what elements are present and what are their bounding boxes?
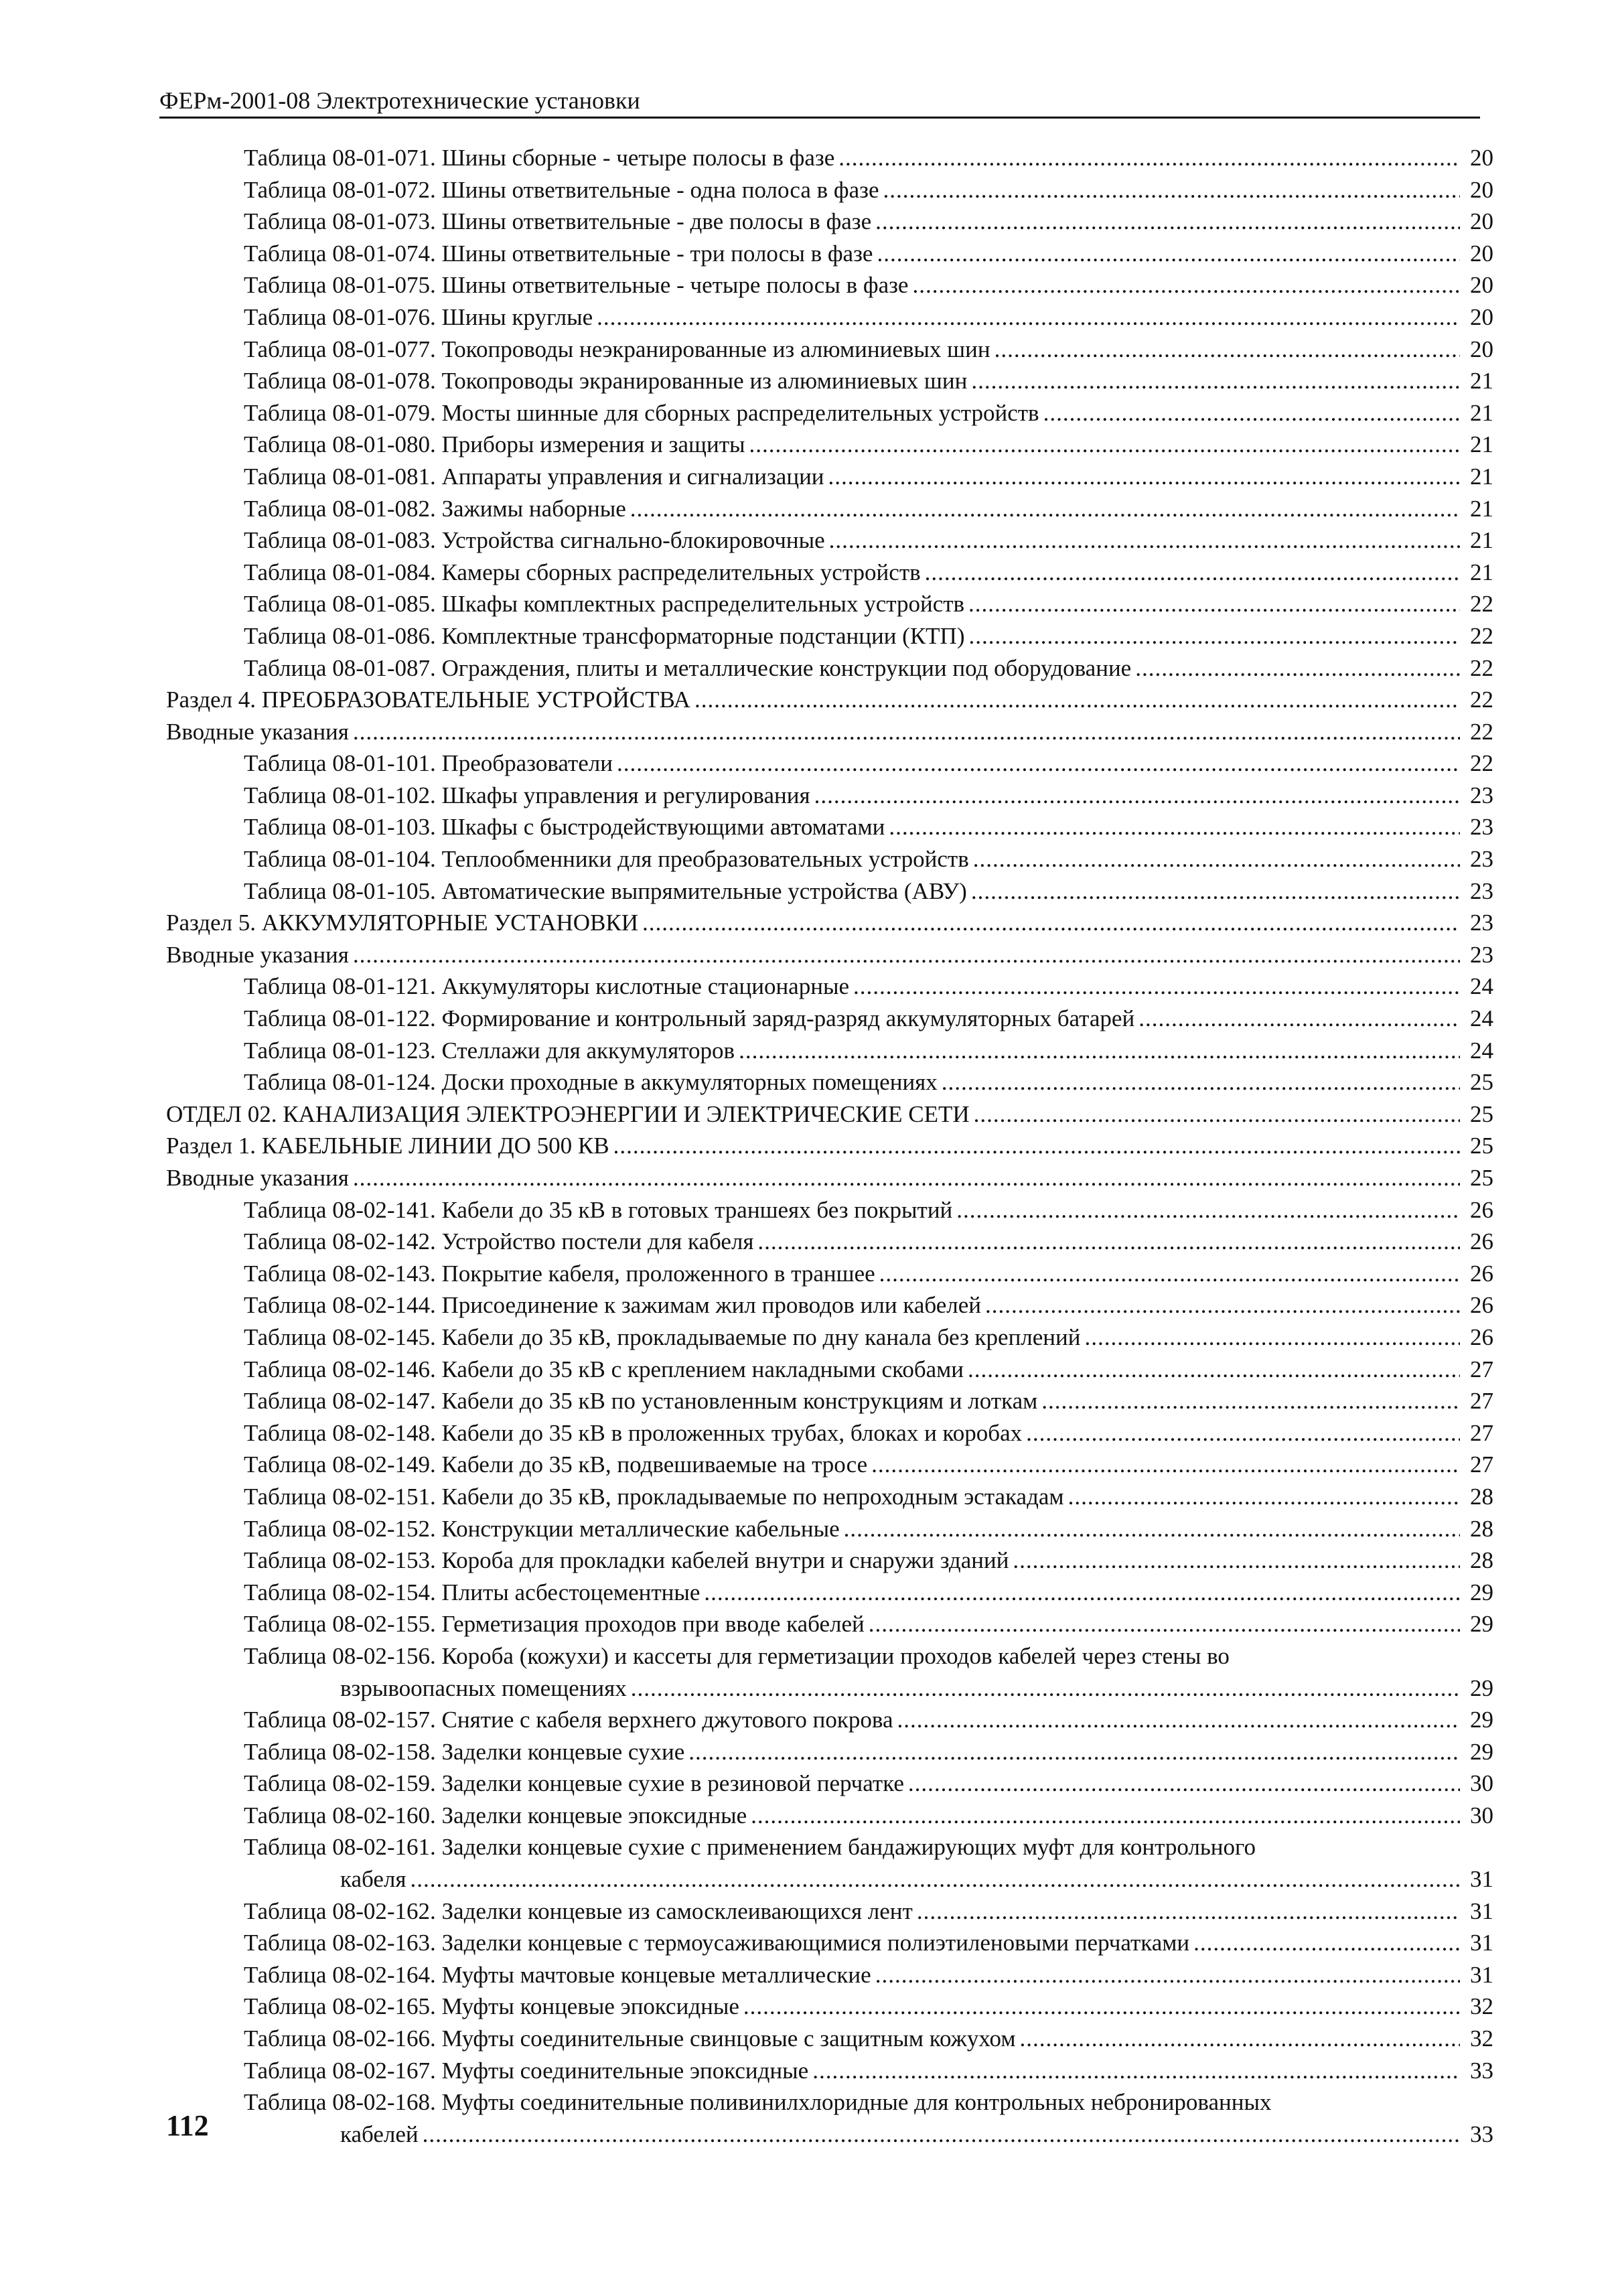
dot-leader	[912, 269, 1460, 301]
toc-entry[interactable]	[166, 2086, 1493, 2150]
dot-leader	[353, 939, 1460, 971]
toc-entry-page: 27	[1470, 1419, 1493, 1446]
toc-entry[interactable]	[166, 907, 1493, 939]
toc-entry[interactable]	[166, 1003, 1493, 1035]
toc-entry-page: 29	[1470, 1611, 1493, 1638]
toc-entry-title: Таблица 08-02-146. Кабели до 35 кВ с креплением накладными скобами	[244, 1356, 964, 1382]
toc-entry-title: Таблица 08-01-075. Шины ответвительные - четыре полосы в фазе	[244, 272, 909, 299]
toc-entry[interactable]	[166, 1098, 1493, 1131]
toc-entry-title: Таблица 08-02-141. Кабели до 35 кВ в готовых траншеях без покрытий	[244, 1196, 953, 1223]
running-header: ФЕРм-2001-08 Электротехнические установки	[159, 86, 1480, 119]
toc-entry-title: Таблица 08-01-123. Стеллажи для аккумуляторов	[244, 1037, 735, 1064]
toc-entry-title: Таблица 08-01-124. Доски проходные в аккумуляторных помещениях	[244, 1069, 938, 1096]
toc-entry-page: 25	[1470, 1165, 1493, 1191]
toc-entry-title: Таблица 08-01-087. Ограждения, плиты и металлические конструкции под оборудование	[244, 654, 1132, 681]
toc-entry-page: 29	[1470, 1707, 1493, 1733]
toc-entry[interactable]	[166, 588, 1493, 620]
toc-entry-title: Таблица 08-02-162. Заделки концевые из самосклеивающихся лент	[244, 1897, 913, 1924]
toc-entry-title: Таблица 08-02-167. Муфты соединительные эпоксидные	[244, 2057, 809, 2084]
toc-entry-page: 26	[1470, 1228, 1493, 1255]
toc-entry-title: Таблица 08-02-168. Муфты соединительные поливинилхлоридные для контрольных небронированных	[244, 2089, 1272, 2116]
dot-leader	[879, 1258, 1460, 1290]
toc-entry-title: Вводные указания	[166, 1165, 349, 1191]
toc-entry-page: 31	[1470, 1897, 1493, 1924]
toc-entry-title: Таблица 08-01-072. Шины ответвительные - одна полоса в фазе	[244, 176, 879, 203]
dot-leader	[917, 1895, 1460, 1928]
toc-entry-title: Таблица 08-01-103. Шкафы с быстродействующими автоматами	[244, 814, 885, 841]
toc-entry[interactable]	[166, 971, 1493, 1003]
toc-entry-title: ОТДЕЛ 02. КАНАЛИЗАЦИЯ ЭЛЕКТРОЭНЕРГИИ И ЭЛЕКТРИЧЕСКИЕ СЕТИ	[166, 1100, 970, 1127]
dot-leader	[743, 1991, 1460, 2023]
toc-entry[interactable]	[166, 875, 1493, 908]
dot-leader	[1138, 1003, 1460, 1035]
toc-entry[interactable]	[166, 461, 1493, 493]
toc-entry[interactable]	[166, 1481, 1493, 1513]
toc-entry-page: 21	[1470, 495, 1493, 522]
toc-entry-title: Таблица 08-01-083. Устройства сигнально-блокировочные	[244, 527, 825, 554]
dot-leader	[853, 971, 1460, 1003]
dot-leader	[908, 1768, 1460, 1800]
toc-entry[interactable]	[166, 1608, 1493, 1640]
dot-leader	[694, 684, 1460, 716]
toc-entry-page: 22	[1470, 622, 1493, 649]
toc-entry-title: Таблица 08-01-085. Шкафы комплектных распределительных устройств	[244, 591, 965, 618]
toc-entry[interactable]	[166, 1130, 1493, 1162]
dot-leader	[423, 2119, 1460, 2151]
dot-leader	[749, 429, 1460, 461]
dot-leader	[1043, 397, 1460, 429]
dot-leader	[1135, 652, 1460, 685]
toc-entry-page: 28	[1470, 1483, 1493, 1510]
toc-entry-title: Таблица 08-02-166. Муфты соединительные свинцовые с защитным кожухом	[244, 2025, 1016, 2052]
toc-entry-page: 29	[1470, 1674, 1493, 1701]
toc-entry[interactable]	[166, 1545, 1493, 1577]
toc-entry-title: Таблица 08-01-071. Шины сборные - четыре полосы в фазе	[244, 145, 835, 171]
toc-entry-title: Таблица 08-01-105. Автоматические выпрямительные устройства (АВУ)	[244, 877, 967, 904]
toc-entry[interactable]	[166, 1417, 1493, 1449]
toc-entry-title: Таблица 08-02-149. Кабели до 35 кВ, подвешиваемые на тросе	[244, 1451, 868, 1478]
toc-entry-page: 25	[1470, 1069, 1493, 1096]
toc-entry[interactable]	[166, 1831, 1493, 1895]
dot-leader	[353, 716, 1460, 748]
toc-entry-title: Таблица 08-02-154. Плиты асбестоцементные	[244, 1579, 701, 1605]
toc-entry[interactable]	[166, 1895, 1493, 1928]
toc-entry-page: 20	[1470, 303, 1493, 330]
toc-entry[interactable]	[166, 1577, 1493, 1609]
toc-entry[interactable]	[166, 1385, 1493, 1417]
toc-entry-page: 33	[1470, 2057, 1493, 2084]
toc-entry-title: Раздел 1. КАБЕЛЬНЫЕ ЛИНИИ ДО 500 КВ	[166, 1133, 609, 1159]
toc-entry-title: Таблица 08-02-142. Устройство постели для кабеля	[244, 1228, 754, 1255]
dot-leader	[1019, 2023, 1460, 2055]
toc-entry[interactable]	[166, 652, 1493, 685]
toc-entry-title: Таблица 08-01-104. Теплообменники для преобразовательных устройств	[244, 846, 969, 873]
dot-leader	[814, 780, 1460, 812]
toc-entry-title: Таблица 08-01-077. Токопроводы неэкранированные из алюминиевых шин	[244, 336, 990, 362]
dot-leader	[630, 493, 1460, 525]
dot-leader	[1041, 1385, 1460, 1417]
toc-entry-title: Таблица 08-01-081. Аппараты управления и сигнализации	[244, 463, 824, 490]
toc-entry-title: Таблица 08-01-073. Шины ответвительные - две полосы в фазе	[244, 208, 872, 235]
toc-entry-page: 23	[1470, 782, 1493, 808]
dot-leader	[739, 1035, 1460, 1067]
toc-entry-page: 27	[1470, 1356, 1493, 1382]
toc-entry[interactable]	[166, 843, 1493, 875]
toc-entry[interactable]	[166, 1959, 1493, 1991]
toc-entry-title: Таблица 08-01-082. Зажимы наборные	[244, 495, 626, 522]
toc-entry-title: Таблица 08-02-145. Кабели до 35 кВ, прокладываемые по дну канала без креплений	[244, 1323, 1081, 1350]
toc-entry-page: 26	[1470, 1292, 1493, 1319]
dot-leader	[871, 1449, 1460, 1481]
toc-entry[interactable]	[166, 1927, 1493, 1959]
toc-entry-title: Таблица 08-01-086. Комплектные трансформаторные подстанции (КТП)	[244, 622, 965, 649]
toc-entry-title-continuation: кабеля	[340, 1866, 407, 1893]
toc-entry-title: Таблица 08-02-157. Снятие с кабеля верхнего джутового покрова	[244, 1707, 893, 1733]
toc-entry-page: 24	[1470, 973, 1493, 1000]
toc-entry[interactable]	[166, 780, 1493, 812]
dot-leader	[973, 843, 1460, 875]
toc-entry-page: 24	[1470, 1037, 1493, 1064]
toc-entry-page: 21	[1470, 368, 1493, 394]
toc-entry[interactable]	[166, 1640, 1493, 1704]
toc-entry[interactable]	[166, 1991, 1493, 2023]
toc-entry-title: Таблица 08-01-101. Преобразователи	[244, 750, 613, 777]
toc-entry[interactable]	[166, 1736, 1493, 1768]
toc-entry-title: Таблица 08-02-160. Заделки концевые эпоксидные	[244, 1802, 747, 1828]
toc-entry[interactable]	[166, 716, 1493, 748]
toc-entry-title: Таблица 08-01-084. Камеры сборных распределительных устройств	[244, 559, 921, 585]
dot-leader	[1068, 1481, 1460, 1513]
toc-entry-page: 30	[1470, 1770, 1493, 1797]
toc-entry[interactable]	[166, 1704, 1493, 1736]
dot-leader	[838, 142, 1460, 174]
dot-leader	[751, 1800, 1460, 1832]
toc-entry-page: 20	[1470, 240, 1493, 267]
toc-entry-page: 25	[1470, 1100, 1493, 1127]
toc-entry[interactable]	[166, 1289, 1493, 1321]
dot-leader	[617, 747, 1460, 780]
toc-entry[interactable]	[166, 301, 1493, 334]
toc-entry-title: Таблица 08-02-164. Муфты мачтовые концевые металлические	[244, 1961, 871, 1988]
dot-leader	[869, 1608, 1460, 1640]
toc-entry-page: 23	[1470, 846, 1493, 873]
toc-entry-page: 26	[1470, 1196, 1493, 1223]
toc-entry-page: 30	[1470, 1802, 1493, 1828]
toc-entry-page: 24	[1470, 1005, 1493, 1032]
dot-leader	[969, 620, 1461, 652]
toc-entry[interactable]	[166, 365, 1493, 397]
toc-entry-page: 27	[1470, 1451, 1493, 1478]
toc-entry-page: 25	[1470, 1133, 1493, 1159]
toc-entry-title: Таблица 08-02-147. Кабели до 35 кВ по установленным конструкциям и лоткам	[244, 1388, 1038, 1415]
dot-leader	[883, 174, 1461, 206]
toc-entry-title: Таблица 08-02-143. Покрытие кабеля, проложенного в траншее	[244, 1260, 875, 1287]
dot-leader	[613, 1130, 1460, 1162]
dot-leader	[995, 334, 1460, 366]
dot-leader	[985, 1289, 1460, 1321]
toc-entry[interactable]	[166, 811, 1493, 843]
toc-entry[interactable]	[166, 174, 1493, 206]
toc-entry[interactable]	[166, 557, 1493, 589]
toc-entry-page: 27	[1470, 1388, 1493, 1415]
toc-entry-page: 26	[1470, 1323, 1493, 1350]
toc-entry-page: 21	[1470, 399, 1493, 426]
toc-entry-title: Вводные указания	[166, 718, 349, 745]
toc-entry[interactable]	[166, 238, 1493, 270]
toc-entry-page: 21	[1470, 527, 1493, 554]
toc-entry-page: 31	[1470, 1930, 1493, 1956]
toc-entry-title: Таблица 08-01-102. Шкафы управления и регулирования	[244, 782, 810, 808]
toc-entry-title-continuation: взрывоопасных помещениях	[340, 1674, 627, 1701]
toc-entry-page: 22	[1470, 750, 1493, 777]
toc-entry-title: Таблица 08-02-159. Заделки концевые сухие в резиновой перчатке	[244, 1770, 904, 1797]
toc-entry-page: 23	[1470, 877, 1493, 904]
toc-entry-page: 28	[1470, 1547, 1493, 1574]
toc-entry[interactable]	[166, 1354, 1493, 1386]
toc-entry-page: 20	[1470, 208, 1493, 235]
dot-leader	[968, 588, 1460, 620]
toc-entry-page: 28	[1470, 1515, 1493, 1542]
dot-leader	[353, 1162, 1460, 1194]
toc-entry-title: Таблица 08-02-152. Конструкции металлические кабельные	[244, 1515, 840, 1542]
toc-entry-title: Таблица 08-02-155. Герметизация проходов при вводе кабелей	[244, 1611, 865, 1638]
dot-leader	[829, 524, 1460, 557]
toc-entry-title: Таблица 08-02-153. Короба для прокладки кабелей внутри и снаружи зданий	[244, 1547, 1009, 1574]
toc-entry-page: 33	[1470, 2121, 1493, 2147]
dot-leader	[410, 1863, 1460, 1895]
dot-leader	[942, 1066, 1460, 1098]
toc-entry-title: Вводные указания	[166, 941, 349, 968]
toc-entry[interactable]	[166, 206, 1493, 238]
dot-leader	[1013, 1545, 1460, 1577]
toc-entry[interactable]	[166, 747, 1493, 780]
toc-entry[interactable]	[166, 493, 1493, 525]
table-of-contents	[166, 142, 1493, 2150]
dot-leader	[597, 301, 1460, 334]
dot-leader	[877, 238, 1460, 270]
toc-entry-title: Таблица 08-02-151. Кабели до 35 кВ, прокладываемые по непроходным эстакадам	[244, 1483, 1064, 1510]
toc-entry-page: 21	[1470, 559, 1493, 585]
dot-leader	[844, 1513, 1460, 1545]
toc-entry-title: Таблица 08-01-121. Аккумуляторы кислотные стационарные	[244, 973, 850, 1000]
toc-entry[interactable]	[166, 429, 1493, 461]
toc-entry-page: 31	[1470, 1961, 1493, 1988]
toc-entry[interactable]	[166, 397, 1493, 429]
toc-entry-title: Таблица 08-02-156. Короба (кожухи) и кассеты для герметизации проходов кабелей через стены во	[244, 1642, 1230, 1669]
toc-entry[interactable]	[166, 1194, 1493, 1226]
toc-entry-page: 23	[1470, 814, 1493, 841]
toc-entry[interactable]	[166, 2023, 1493, 2055]
dot-leader	[828, 461, 1460, 493]
toc-entry-title: Таблица 08-01-074. Шины ответвительные - три полосы в фазе	[244, 240, 873, 267]
dot-leader	[1193, 1927, 1460, 1959]
dot-leader	[1026, 1417, 1460, 1449]
page-number: 112	[166, 2109, 209, 2142]
toc-entry[interactable]	[166, 1226, 1493, 1258]
toc-entry-page: 31	[1470, 1866, 1493, 1893]
dot-leader	[875, 1959, 1460, 1991]
toc-entry-title: Раздел 5. АККУМУЛЯТОРНЫЕ УСТАНОВКИ	[166, 910, 638, 936]
dot-leader	[971, 365, 1460, 397]
toc-entry-title: Таблица 08-02-144. Присоединение к зажимам жил проводов или кабелей	[244, 1292, 981, 1319]
toc-entry-page: 23	[1470, 941, 1493, 968]
dot-leader	[956, 1194, 1460, 1226]
toc-entry-page: 23	[1470, 910, 1493, 936]
toc-entry[interactable]	[166, 1066, 1493, 1098]
toc-entry[interactable]	[166, 1513, 1493, 1545]
toc-entry[interactable]	[166, 334, 1493, 366]
dot-leader	[968, 1354, 1460, 1386]
dot-leader	[1085, 1321, 1461, 1354]
toc-entry-title: Таблица 08-01-122. Формирование и контрольный заряд-разряд аккумуляторных батарей	[244, 1005, 1135, 1032]
toc-entry-title: Таблица 08-02-158. Заделки концевые сухие	[244, 1738, 685, 1765]
toc-entry-title: Таблица 08-02-165. Муфты концевые эпоксидные	[244, 1993, 739, 2020]
toc-entry[interactable]	[166, 1162, 1493, 1194]
toc-entry-title: Таблица 08-02-163. Заделки концевые с термоусаживающимися полиэтиленовыми перчатками	[244, 1930, 1190, 1956]
toc-entry-title: Таблица 08-01-079. Мосты шинные для сборных распределительных устройств	[244, 399, 1039, 426]
toc-entry-page: 20	[1470, 272, 1493, 299]
toc-entry-title-continuation: кабелей	[340, 2121, 419, 2147]
toc-entry[interactable]	[166, 1258, 1493, 1290]
toc-entry[interactable]	[166, 1321, 1493, 1354]
dot-leader	[925, 557, 1460, 589]
dot-leader	[812, 2055, 1460, 2087]
toc-entry-page: 22	[1470, 591, 1493, 618]
toc-entry[interactable]	[166, 2055, 1493, 2087]
toc-entry[interactable]	[166, 620, 1493, 652]
toc-entry-page: 32	[1470, 2025, 1493, 2052]
toc-entry-page: 22	[1470, 718, 1493, 745]
toc-entry-title: Таблица 08-01-078. Токопроводы экранированные из алюминиевых шин	[244, 368, 968, 394]
toc-entry-title: Раздел 4. ПРЕОБРАЗОВАТЕЛЬНЫЕ УСТРОЙСТВА	[166, 687, 690, 713]
toc-entry-page: 26	[1470, 1260, 1493, 1287]
dot-leader	[875, 206, 1460, 238]
toc-entry[interactable]	[166, 1449, 1493, 1481]
toc-entry[interactable]	[166, 1768, 1493, 1800]
toc-entry[interactable]	[166, 684, 1493, 716]
dot-leader	[889, 811, 1460, 843]
toc-entry[interactable]	[166, 1800, 1493, 1832]
toc-entry-page: 21	[1470, 463, 1493, 490]
dot-leader	[974, 1098, 1460, 1131]
toc-entry[interactable]	[166, 524, 1493, 557]
toc-entry-title: Таблица 08-02-148. Кабели до 35 кВ в проложенных трубах, блоках и коробах	[244, 1419, 1023, 1446]
dot-leader	[971, 875, 1460, 908]
toc-entry-page: 21	[1470, 431, 1493, 458]
toc-entry-title: Таблица 08-02-161. Заделки концевые сухие с применением бандажирующих муфт для контрольного	[244, 1834, 1256, 1861]
toc-entry-page: 20	[1470, 336, 1493, 362]
toc-entry-page: 29	[1470, 1738, 1493, 1765]
dot-leader	[631, 1672, 1460, 1705]
dot-leader	[897, 1704, 1460, 1736]
toc-entry[interactable]	[166, 1035, 1493, 1067]
dot-leader	[757, 1226, 1460, 1258]
toc-entry-page: 20	[1470, 145, 1493, 171]
dot-leader	[688, 1736, 1460, 1768]
toc-entry-title: Таблица 08-01-076. Шины круглые	[244, 303, 593, 330]
dot-leader	[704, 1577, 1460, 1609]
toc-entry[interactable]	[166, 142, 1493, 174]
dot-leader	[642, 907, 1460, 939]
toc-entry[interactable]	[166, 269, 1493, 301]
toc-entry-page: 22	[1470, 654, 1493, 681]
toc-entry-page: 22	[1470, 687, 1493, 713]
toc-entry-page: 20	[1470, 176, 1493, 203]
toc-entry[interactable]	[166, 939, 1493, 971]
toc-entry-page: 32	[1470, 1993, 1493, 2020]
toc-entry-title: Таблица 08-01-080. Приборы измерения и защиты	[244, 431, 745, 458]
toc-entry-page: 29	[1470, 1579, 1493, 1605]
